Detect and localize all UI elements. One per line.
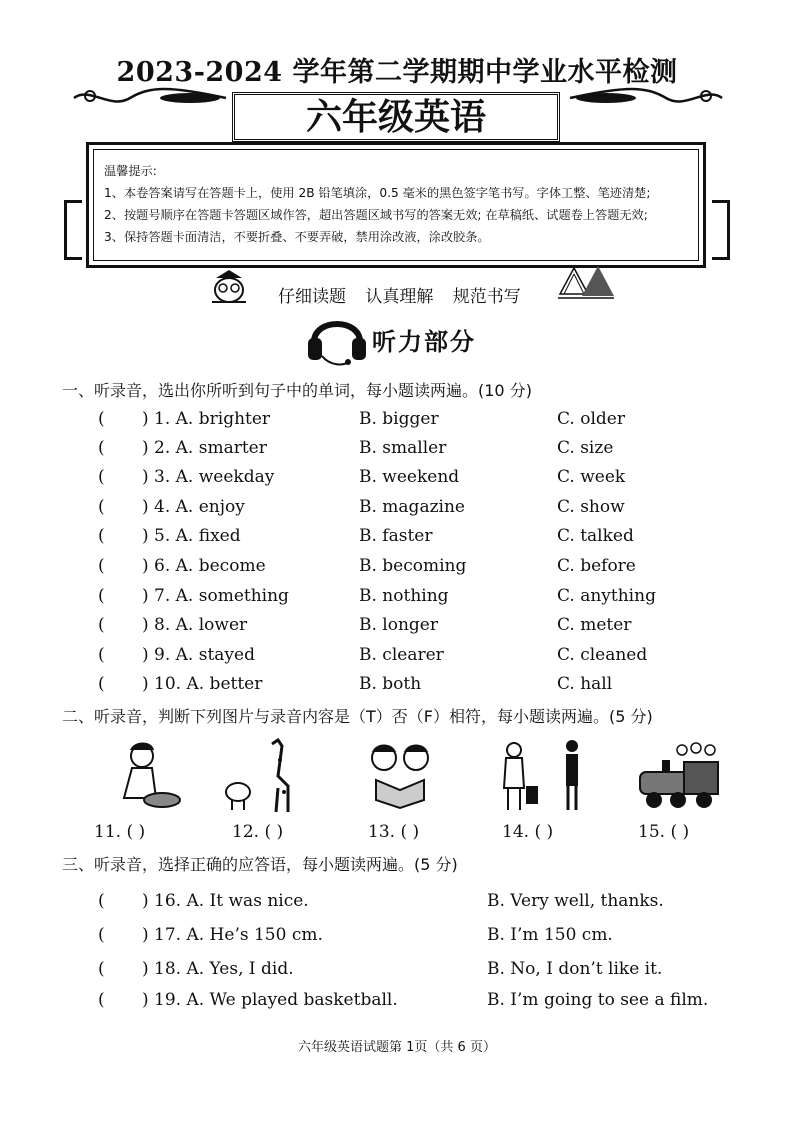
train-picture — [634, 742, 730, 812]
answer-blank[interactable]: ( — [98, 615, 105, 635]
exam-title: 2023-2024 学年第二学期期中学业水平检测 — [116, 57, 678, 88]
section3-heading: 三、听录音，选择正确的应答语，每小题读两遍。(5 分) — [62, 855, 458, 874]
tips-heading: 温馨提示: — [104, 164, 157, 178]
sheep-giraffe-picture — [222, 736, 306, 816]
trees-icon — [556, 264, 616, 302]
cartoon-owl-icon — [206, 266, 252, 306]
listening-part-title: 听力部分 — [372, 328, 476, 356]
answer-blank[interactable]: ( — [98, 645, 105, 665]
tips-box — [86, 142, 706, 268]
answer-blank[interactable]: ( — [98, 891, 105, 911]
answer-blank[interactable]: ( — [98, 674, 105, 694]
picture-answer-13[interactable]: 13. ( ) — [368, 822, 420, 842]
section2-heading: 二、听录音，判断下列图片与录音内容是（T）否（F）相符，每小题读两遍。(5 分) — [62, 707, 653, 726]
picture-answer-12[interactable]: 12. ( ) — [232, 822, 284, 842]
tips-line-1: 1、本卷答案请写在答题卡上，使用 2B 铅笔填涂，0.5 毫米的黑色签字笔书写。字体工整、笔迹清楚; — [104, 186, 651, 200]
children-reading-picture — [358, 740, 444, 814]
answer-blank[interactable]: ( — [98, 467, 105, 487]
answer-blank[interactable]: ( — [98, 409, 105, 429]
left-ornament-icon — [70, 86, 230, 110]
right-ornament-icon — [566, 86, 726, 110]
section1-heading: 一、听录音，选出你所听到句子中的单词，每小题读两遍。(10 分) — [62, 381, 532, 400]
grade-subject-title: 六年级英语 — [232, 92, 560, 142]
motto-text: 仔细读题 认真理解 规范书写 — [278, 287, 521, 307]
answer-blank[interactable]: ( — [98, 990, 105, 1010]
tips-line-2: 2、按题号顺序在答题卡答题区域作答，超出答题区域书写的答案无效; 在草稿纸、试题卷上答题无效; — [104, 208, 648, 222]
tips-line-3: 3、保持答题卡面清洁，不要折叠、不要弄破，禁用涂改液，涂改胶条。 — [104, 230, 490, 244]
right-frame-decoration — [712, 200, 730, 260]
page-footer: 六年级英语试题第 1页（共 6 页） — [298, 1040, 496, 1055]
answer-blank[interactable]: ( — [98, 959, 105, 979]
headphones-icon — [304, 304, 370, 370]
answer-blank[interactable]: ( — [98, 925, 105, 945]
answer-blank[interactable]: ( — [98, 497, 105, 517]
travelers-picture — [496, 738, 588, 814]
answer-blank[interactable]: ( — [98, 556, 105, 576]
answer-blank[interactable]: ( — [98, 438, 105, 458]
answer-blank[interactable]: ( — [98, 586, 105, 606]
picture-answer-15[interactable]: 15. ( ) — [638, 822, 690, 842]
answer-blank[interactable]: ( — [98, 526, 105, 546]
picture-answer-14[interactable]: 14. ( ) — [502, 822, 554, 842]
woman-washing-picture — [112, 738, 184, 814]
left-frame-decoration — [64, 200, 82, 260]
picture-answer-11[interactable]: 11. ( ) — [94, 822, 146, 842]
